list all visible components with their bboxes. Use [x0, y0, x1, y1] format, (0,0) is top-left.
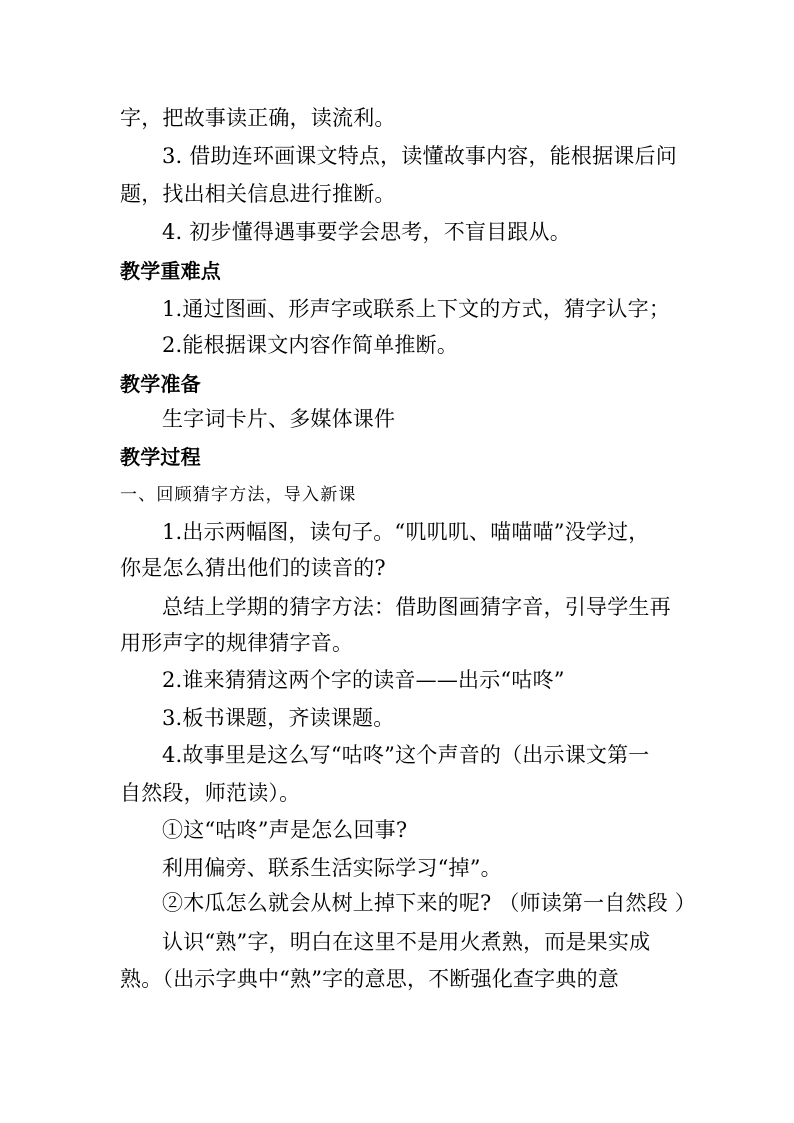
question-1: ①这“咕咚”声是怎么回事? [162, 818, 408, 842]
objective-4-line: 4. 初步懂得遇事要学会思考，不盲目跟从。 [162, 220, 571, 244]
character-note: 认识“熟”字，明白在这里不是用火煮熟，而是果实成 [162, 930, 651, 954]
question-2: ②木瓜怎么就会从树上掉下来的呢? （师读第一自然段 ） [162, 891, 697, 915]
body-line: 熟。（出示字典中“熟”字的意思，不断强化查字典的意 [120, 967, 619, 991]
learning-note: 利用偏旁、联系生活实际学习“掉”。 [162, 856, 502, 880]
subsection-heading-review: 一、回顾猜字方法，导入新课 [120, 485, 357, 505]
key-point-2: 2.能根据课文内容作简单推断。 [162, 333, 459, 357]
body-line: 题，找出相关信息进行推断。 [120, 182, 396, 206]
preparation-text: 生字词卡片、多媒体课件 [162, 407, 396, 431]
section-heading-process: 教学过程 [120, 445, 201, 469]
body-line: 字，把故事读正确，读流利。 [120, 106, 396, 130]
process-step-1: 1.出示两幅图，读句子。“叽叽叽、喵喵喵”没学过， [162, 520, 650, 544]
body-line: 用形声字的规律猜字音。 [120, 631, 354, 655]
section-heading-key-points: 教学重难点 [120, 259, 221, 283]
key-point-1: 1.通过图画、形声字或联系上下文的方式，猜字认字； [162, 297, 671, 321]
section-heading-preparation: 教学准备 [120, 372, 201, 396]
process-step-2: 2.谁来猜猜这两个字的读音——出示“咕咚” [162, 668, 565, 692]
summary-line: 总结上学期的猜字方法：借助图画猜字音，引导学生再 [162, 595, 671, 619]
objective-3-line: 3. 借助连环画课文特点，读懂故事内容，能根据课后问 [162, 144, 677, 168]
process-step-4: 4.故事里是这么写“咕咚”这个声音的（出示课文第一 [162, 743, 650, 767]
body-line: 自然段，师范读）。 [120, 781, 301, 805]
body-line: 你是怎么猜出他们的读音的? [120, 556, 386, 580]
process-step-3: 3.板书课题，齐读课题。 [162, 706, 395, 730]
